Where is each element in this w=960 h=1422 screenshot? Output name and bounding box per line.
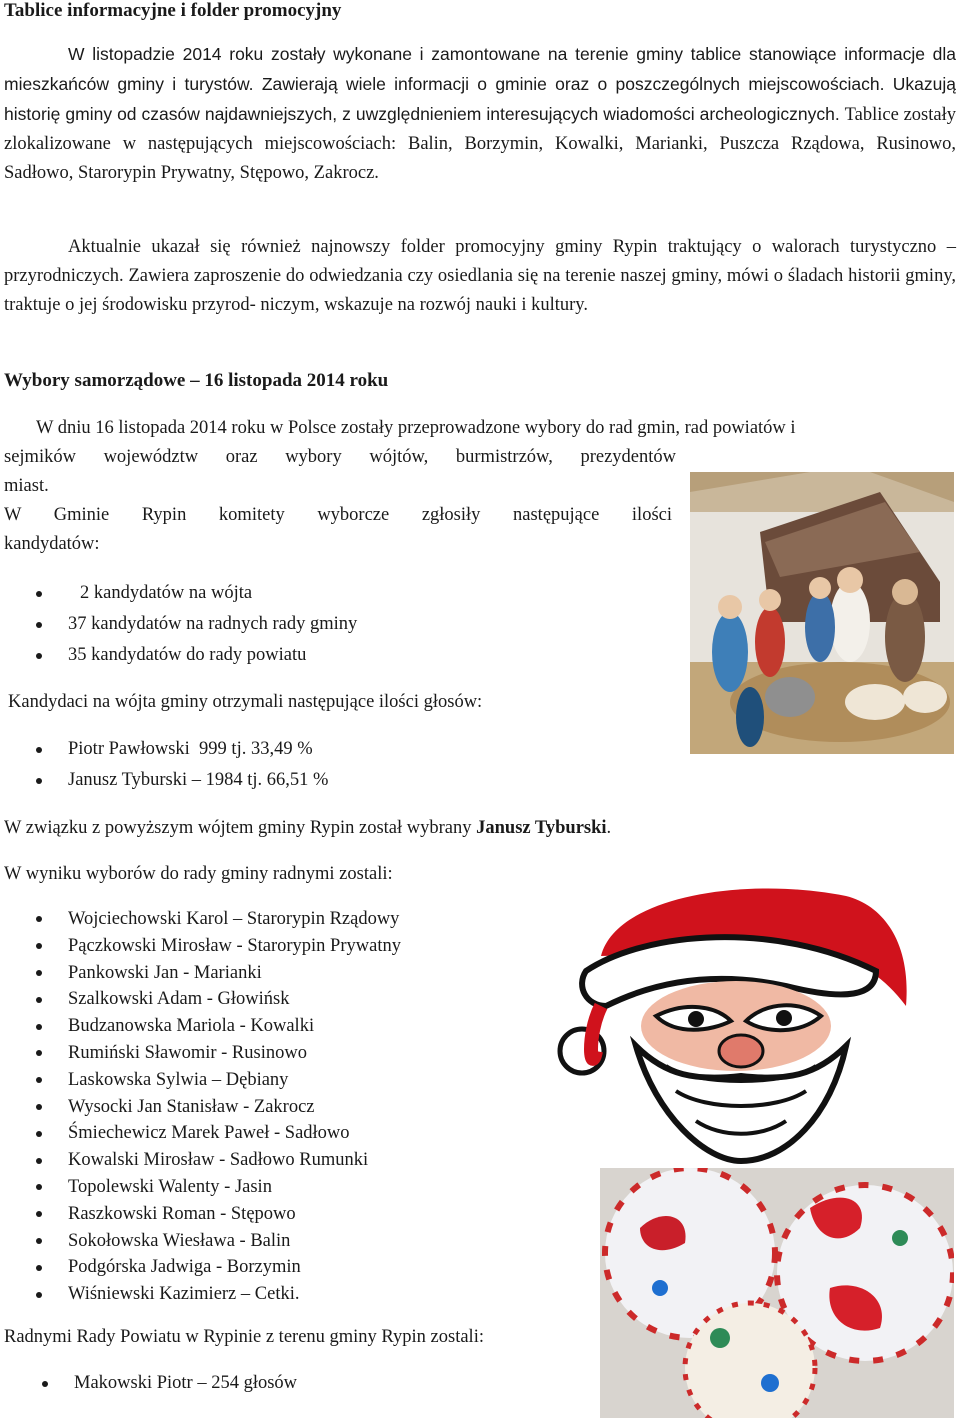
heading-wybory: Wybory samorządowe – 16 listopada 2014 roku (4, 370, 389, 391)
committees-line2: kandydatów: (4, 534, 100, 554)
council-intro: W wyniku wyborów do rady gminy radnymi zostali: (4, 864, 393, 884)
intro-line2: sejmików województw oraz wybory wójtów, burmistrzów, prezydentów (4, 447, 676, 467)
result-prefix: W związku z powyższym wójtem gminy Rypin został wybrany (4, 818, 477, 838)
santa-illustration (546, 876, 926, 1166)
list-item: Janusz Tyburski – 1984 tj. 66,51 % (68, 765, 328, 796)
list-item: 2 kandydatów na wójta (68, 578, 357, 609)
committees-line1: W Gminie Rypin komitety wyborcze zgłosiły następujące ilości (4, 505, 672, 525)
result-suffix: . (606, 818, 612, 838)
candidate-counts-list (68, 578, 357, 671)
list-item: Topolewski Walenty - Jasin (68, 1174, 401, 1201)
list-item: Kowalski Mirosław - Sadłowo Rumunki (68, 1147, 401, 1174)
list-item: 37 kandydatów na radnych rady gminy (68, 609, 357, 640)
paragraph-tablice-locations: Tablice zostały zlokalizowane w następujących miejscowościach: Balin, Borzymin, Kowalki, Marianki, Puszcza Rządowa, Rusinowo, Sadłowo, Starorypin Prywatny, Stępowo, Zakrocz. (4, 105, 956, 183)
votes-intro: Kandydaci na wójta gminy otrzymali następujące ilości głosów: (8, 692, 483, 712)
list-item: Budzanowska Mariola - Kowalki (68, 1013, 401, 1040)
heading-tablice: Tablice informacyjne i folder promocyjny (4, 0, 342, 21)
list-item: Laskowska Sylwia – Dębiany (68, 1067, 401, 1094)
votes-list (68, 734, 328, 796)
list-item: Wojciechowski Karol – Starorypin Rządowy (68, 906, 401, 933)
paragraph-tablice-sans: W listopadzie 2014 roku zostały wykonane i zamontowane na terenie gminy tablice stanowiące informacje dla mieszkańców gminy i turystów. Zawierają wiele informacji o gminie oraz o poszczególnych miejscowościach. Ukazują historię gminy od czasów najdawniejszych, z uwzględnieniem interesujących wiadomości archeologicznych. (4, 44, 956, 124)
list-item: Wysocki Jan Stanisław - Zakrocz (68, 1094, 401, 1121)
list-item: Raszkowski Roman - Stępowo (68, 1201, 401, 1228)
county-members-list (74, 1368, 297, 1399)
list-item: Pankowski Jan - Marianki (68, 960, 401, 987)
result-sentence (4, 814, 611, 843)
list-item: Piotr Pawłowski 999 tj. 33,49 % (68, 734, 328, 765)
county-intro: Radnymi Rady Powiatu w Rypinie z terenu gminy Rypin zostali: (4, 1327, 484, 1347)
nativity-photo (690, 472, 954, 754)
list-item: Szalkowski Adam - Głowińsk (68, 986, 401, 1013)
baubles-drawing (600, 1168, 954, 1418)
list-item: Podgórska Jadwiga - Borzymin (68, 1254, 401, 1281)
list-item: 35 kandydatów do rady powiatu (68, 640, 357, 671)
list-item: Sokołowska Wiesława - Balin (68, 1228, 401, 1255)
list-item: Makowski Piotr – 254 głosów (74, 1368, 297, 1399)
council-members-list (68, 906, 401, 1308)
paragraph-folder: Aktualnie ukazał się również najnowszy folder promocyjny gminy Rypin traktujący o walorach turystyczno – przyrodniczych. Zawiera zaproszenie do odwiedzania czy osiedlania się na terenie naszej gminy, mówi o śladach historii gminy, traktuje o jej środowisku przyrod- niczym, wskazuje na rozwój nauki i kultury. (4, 237, 956, 315)
intro-line3: miast. (4, 476, 49, 496)
list-item: Rumiński Sławomir - Rusinowo (68, 1040, 401, 1067)
elected-mayor-name: Janusz Tyburski (476, 818, 607, 838)
paragraph-tablice (4, 40, 956, 188)
list-item: Wiśniewski Kazimierz – Cetki. (68, 1281, 401, 1308)
santa-drawing (546, 876, 926, 1166)
nativity-illustration (690, 472, 954, 754)
intro-line1: W dniu 16 listopada 2014 roku w Polsce zostały przeprowadzone wybory do rad gmin, rad powiatów i (36, 418, 796, 438)
baubles-photo (600, 1168, 954, 1418)
list-item: Pączkowski Mirosław - Starorypin Prywatny (68, 933, 401, 960)
list-item: Śmiechewicz Marek Paweł - Sadłowo (68, 1120, 401, 1147)
